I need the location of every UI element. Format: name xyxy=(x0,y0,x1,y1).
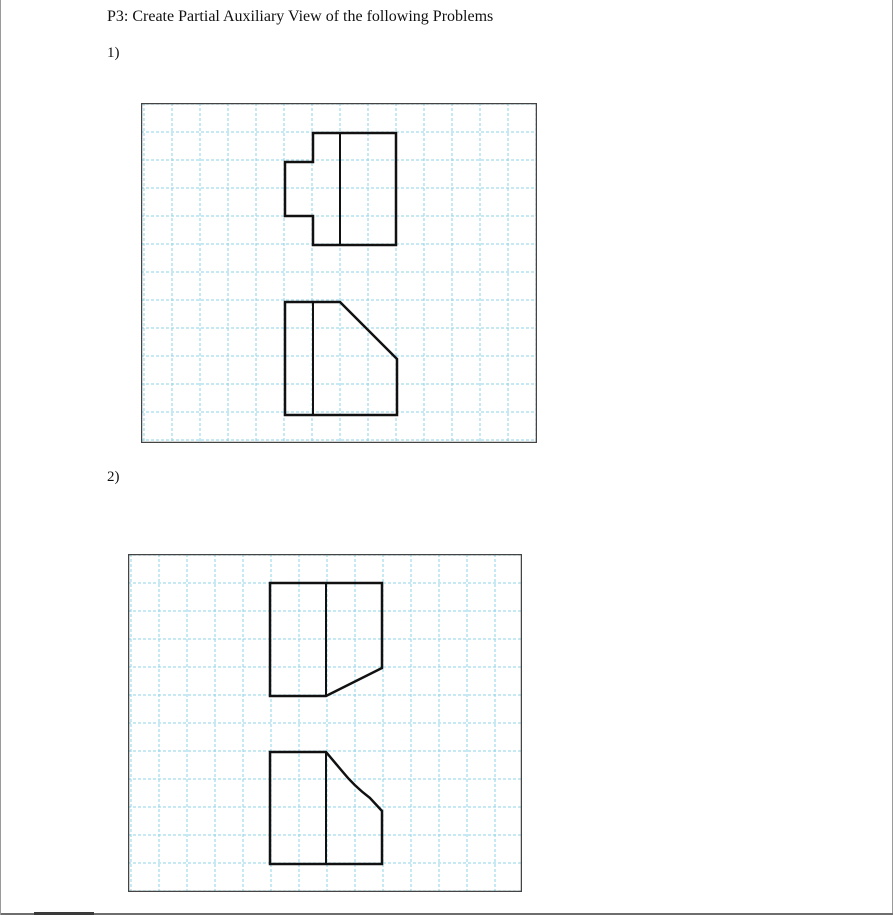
problem-1-label: 1) xyxy=(107,45,120,61)
problem-1-drawing xyxy=(141,103,537,443)
problem-1-front-view-outline xyxy=(285,302,397,415)
page-heading: P3: Create Partial Auxiliary View of the following Problems xyxy=(107,8,494,25)
problem-2-drawing xyxy=(128,554,522,892)
problem-2-label: 2) xyxy=(107,469,120,485)
